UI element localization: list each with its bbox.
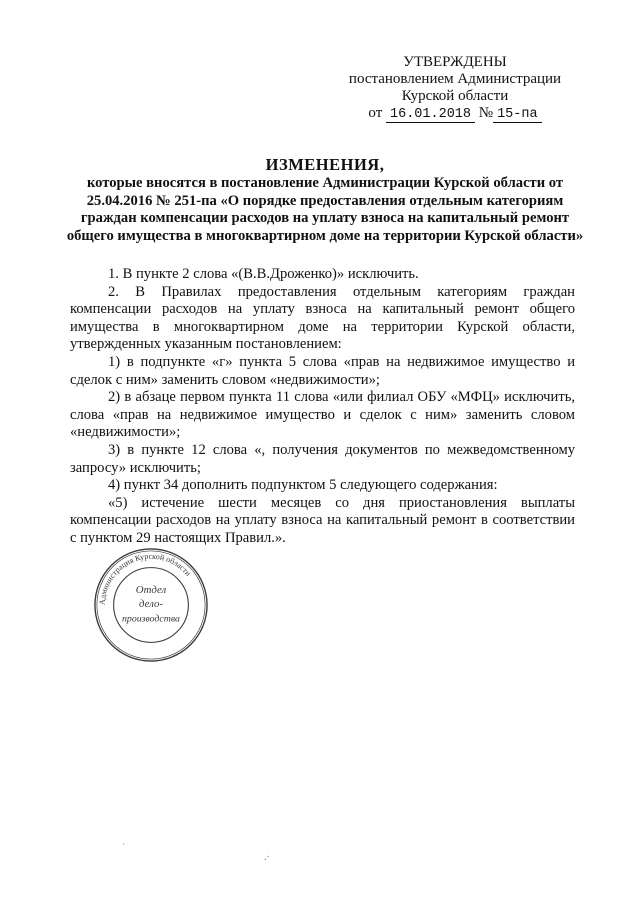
stamp-line-3: производства: [122, 613, 180, 625]
approval-number-sign: №: [478, 105, 494, 121]
approval-region: Курской области: [401, 88, 509, 104]
paragraph: «5) истечение шести месяцев со дня приостановления выплаты компенсации расходов на уплату взноса на капитальный ремонт в соответствии с пунктом 29 настоящих Правил.».: [70, 494, 575, 546]
paragraph: 1) в подпункте «г» пункта 5 слова «прав на недвижимое имущество и сделок с ним» заменить словом «недвижимости»;: [70, 353, 575, 388]
scan-speck: ˋ: [122, 843, 126, 854]
paragraph: 4) пункт 34 дополнить подпунктом 5 следующего содержания:: [108, 477, 498, 494]
approval-date-line: [330, 105, 580, 123]
office-stamp: [92, 546, 210, 664]
stamp-ring-text: Администрация Курской области: [97, 551, 193, 606]
scan-speck: .·: [264, 852, 270, 863]
paragraph: 1. В пункте 2 слова «(В.В.Дроженко)» исключить.: [108, 266, 419, 282]
approval-issuer: постановлением Администрации: [348, 71, 562, 87]
approval-number: 15-па: [493, 107, 542, 123]
document-body: [70, 266, 575, 548]
approval-block: [330, 54, 580, 123]
document-subtitle: которые вносятся в постановление Администрации Курской области от 25.04.2016 № 251-па «О порядке предоставления отдельным категориям граждан компенсации расходов на уплату взноса на капитальный ремонт общего имущества в многоквартирном доме на территории Курской области»: [66, 175, 584, 244]
stamp-line-2: дело-: [139, 597, 163, 610]
approval-date: 16.01.2018: [386, 107, 475, 123]
document-title: ИЗМЕНЕНИЯ,: [265, 155, 385, 174]
approval-title: УТВЕРЖДЕНЫ: [403, 54, 507, 70]
paragraph: 3) в пункте 12 слова «, получения документов по межведомственному запросу» исключить;: [70, 441, 575, 476]
paragraph: 2. В Правилах предоставления отдельным категориям граждан компенсации расходов на уплату взноса на капитальный ремонт общего имущества в многоквартирном доме на территории Курской области, утвержденных указанным постановлением:: [70, 283, 575, 353]
stamp-line-1: Отдел: [135, 584, 167, 597]
approval-date-prefix: от: [368, 105, 383, 121]
document-heading: [60, 155, 590, 245]
paragraph: 2) в абзаце первом пункта 11 слова «или филиал ОБУ «МФЦ» исключить, слова «прав на недвижимое имущество и сделок с ним» заменить словом «недвижимости»;: [70, 389, 575, 441]
